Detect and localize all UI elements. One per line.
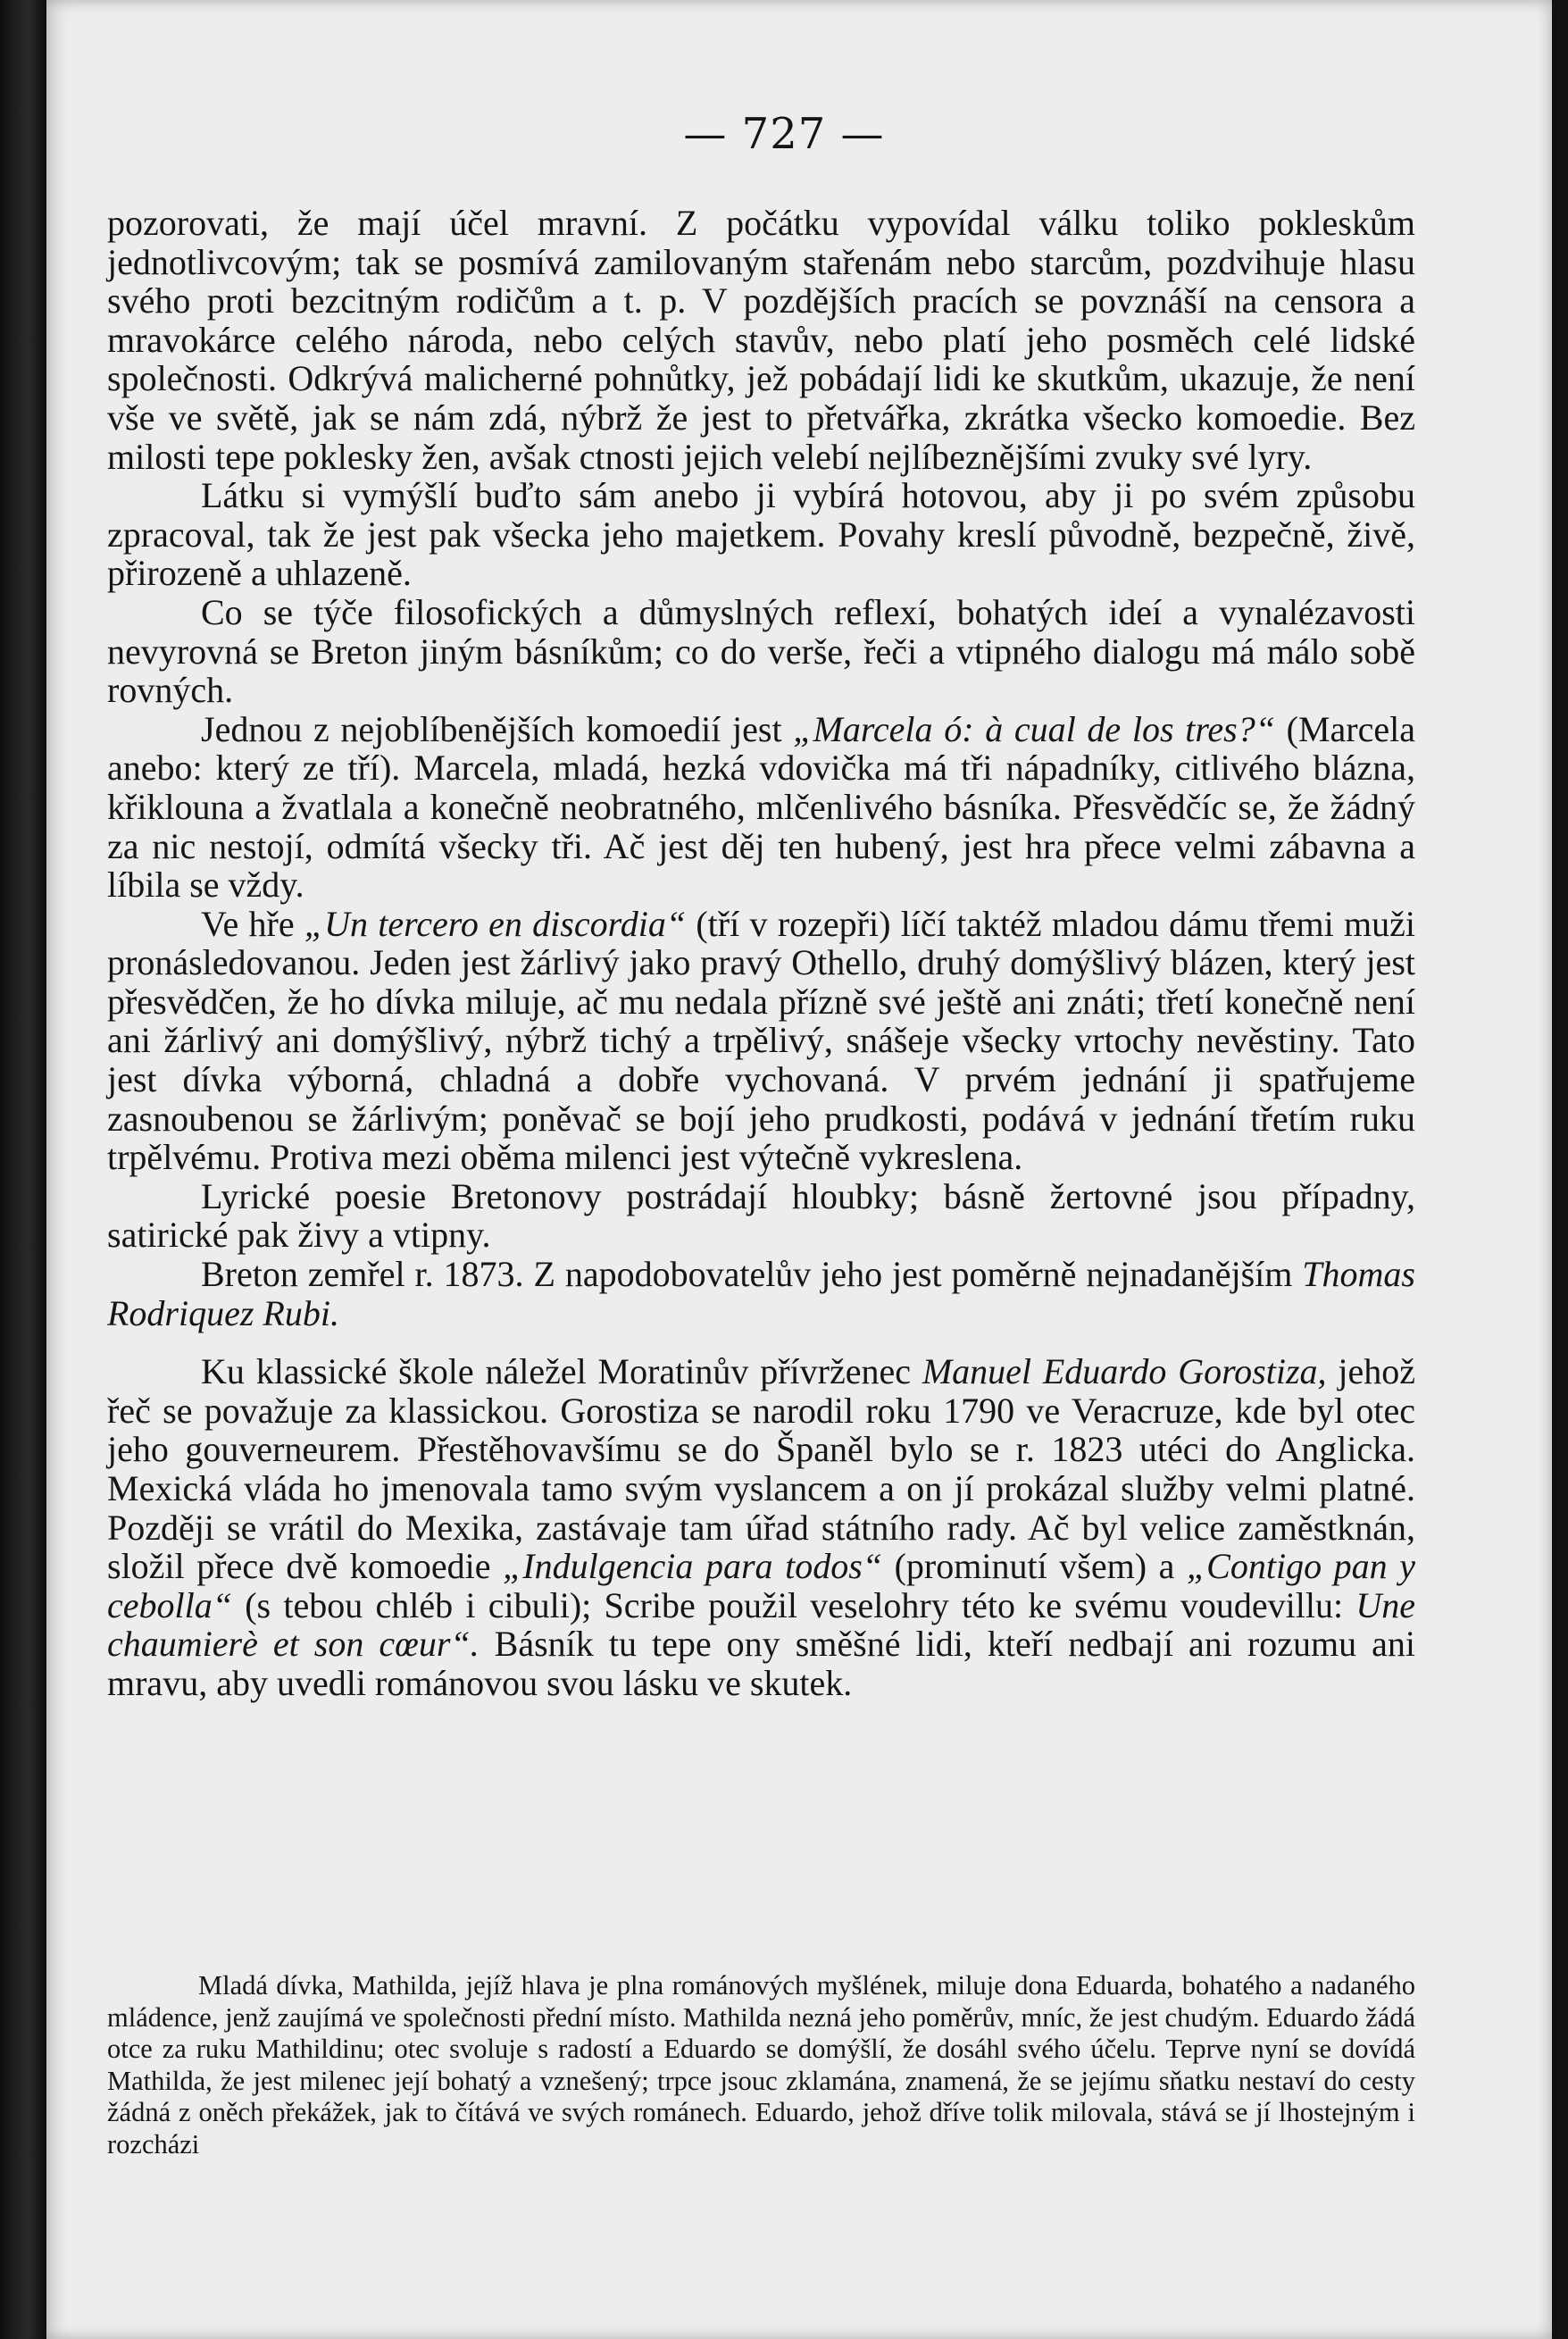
paragraph-8	[107, 1352, 1415, 1702]
paragraph-5-text-b: (tří v rozepři) líčí taktéž mladou dámu třemi muži pronásledovanou. Jeden jest žárlivý jako pravý Othello, druhý domýšlivý blázen, který jest přesvědčen, že ho dívka miluje, ač mu nedala přízně své ještě ani znáti; třetí konečně není ani žárlivý ani domýšlivý, nýbrž tichý a trpělivý, snášeje všecky vrtochy nevěstiny. Tato jest dívka výborná, chladná a dobře vychovaná. V prvém jednání ji spatřujeme zasnoubenou se žárlivým; poněvač se bojí jeho prudkosti, podává v jednání třetím ruku trpělvému. Protiva mezi oběma milenci jest výtečně vykreslena.	[107, 903, 1415, 1178]
author-name-rubi: Thomas Rodriquez Rubi.	[107, 1254, 1415, 1333]
paragraph-3: Co se týče filosofických a důmyslných reflexí, bohatých ideí a vynalézavosti nevyrovná se Breton jiným básníkům; co do verše, řeči a vtipného dialogu má málo sobě rovných.	[107, 591, 1415, 711]
paragraph-7-text-a: Breton zemřel r. 1873. Z napodobovatelův jeho jest poměrně nejnadanějším	[201, 1254, 1303, 1295]
play-title-marcela: „Marcela ó: à cual de los tres?“	[793, 708, 1275, 749]
right-scan-edge	[1552, 0, 1568, 2339]
vaudeville-title: Une chaumierè et son cœur“.	[107, 1584, 1415, 1665]
paragraph-7	[107, 1255, 1415, 1332]
footnote	[107, 1970, 1415, 2161]
play-title-contigo: „Contigo pan y cebolla“	[107, 1546, 1416, 1625]
paragraph-4	[107, 710, 1415, 905]
footnote-text: Mladá dívka, Mathilda, jejíž hlava je plna románových myšlének, miluje dona Eduarda, bohatého a nadaného mládence, jenž zaujímá ve společnosti přední místo. Mathilda nezná jeho poměrův, mníc, že jest chudým. Eduardo žádá otce za ruku Mathildinu; otec svoluje s radostí a Eduardo se domýšlí, že dosáhl svého účelu. Teprve nyní se dovídá Mathilda, že jest milenec její bohatý a vznešený; trpce jsouc zklamána, znamená, že se jejímu sňatku nestaví do cesty žádná z oněch překážek, jak to čítává ve svých románech. Eduardo, jehož dříve tolik milovala, stává se jí lhostejným i rozcházi	[107, 1970, 1415, 2159]
left-binding-edge	[0, 0, 46, 2339]
paragraph-8-text-d: (s tebou chléb i cibuli); Scribe použil veselohry této ke svému voudevillu:	[231, 1584, 1356, 1625]
paragraph-5-text-a: Ve hře	[201, 903, 304, 944]
main-text	[107, 204, 1415, 1703]
paragraph-8-text-b: jehož řeč se považuje za klassickou. Gorostiza se narodil roku 1790 ve Veracruze, kde byl otec jeho gouverneurem. Přestěhovavšímu se do Španěl bylo se r. 1823 utéci do Anglicka. Mexická vláda ho jmenovala tamo svým vyslancem a on jí prokázal služby velmi platné. Později se vrátil do Mexika, zastávaje tam úřad státního rady. Ač byl velice zaměstknán, složil přece dvě komoedie	[107, 1351, 1416, 1587]
paragraph-2: Látku si vymýšlí buďto sám anebo ji vybírá hotovou, aby ji po svém způsobu zpracoval, tak že jest pak všecka jeho majetkem. Povahy kreslí původně, bezpečně, živě, přirozeně a uhlazeně.	[107, 475, 1415, 594]
paragraph-4-text-a: Jednou z nejoblíbenějších komoedií jest	[201, 708, 794, 749]
paragraph-4-text-b: (Marcela anebo: který ze tří). Marcela, mladá, hezká vdovička má tři nápadníky, citlivého blázna, křiklouna a žvatlala a konečně neobratného, mlčenlivého básníka. Přesvědčíc se, že žádný za nic nestojí, odmítá všecky tři. Ač jest děj ten hubený, jest hra přece velmi zábavna a líbila se vždy.	[107, 708, 1415, 906]
author-name-gorostiza: Manuel Eduardo Gorostiza,	[922, 1351, 1327, 1392]
play-title-tercero: „Un tercero en discordia“	[304, 903, 687, 944]
paragraph-8-text-a: Ku klassické škole náležel Moratinův přívrženec	[201, 1351, 922, 1392]
paragraph-1: pozorovati, že mají účel mravní. Z počátku vypovídal válku toliko pokleskům jednotlivcovým; tak se posmívá zamilovaným stařenám nebo starcům, pozdvihuje hlasu svého proti bezcitným rodičům a t. p. V pozdějších pracích se povznáší na censora a mravokárce celého národa, nebo celých stavův, nebo platí jeho posměch celé lidské společnosti. Odkrývá malicherné pohnůtky, jež pobádají lidi ke skutkům, ukazuje, že není vše ve světě, jak se nám zdá, nýbrž že jest to přetvářka, zkrátka všecko komoedie. Bez milosti tepe poklesky žen, avšak ctnosti jejich velebí nejlíbeznějšími zvuky své lyry.	[107, 203, 1415, 477]
paragraph-8-text-c: (prominutí všem) a	[882, 1546, 1187, 1587]
paragraph-6: Lyrické poesie Bretonovy postrádají hloubky; básně žertovné jsou případny, satirické pak živy a vtipny.	[107, 1175, 1415, 1256]
page-number: — 727 —	[683, 109, 885, 159]
paragraph-5	[107, 905, 1415, 1177]
play-title-indulgencia: „Indulgencia para todos“	[503, 1546, 883, 1587]
paragraph-8-text-e: Básník tu tepe ony směšné lidi, kteří nedbají ani rozumu ani mravu, aby uvedli románovou svou lásku ve skutek.	[107, 1624, 1415, 1703]
